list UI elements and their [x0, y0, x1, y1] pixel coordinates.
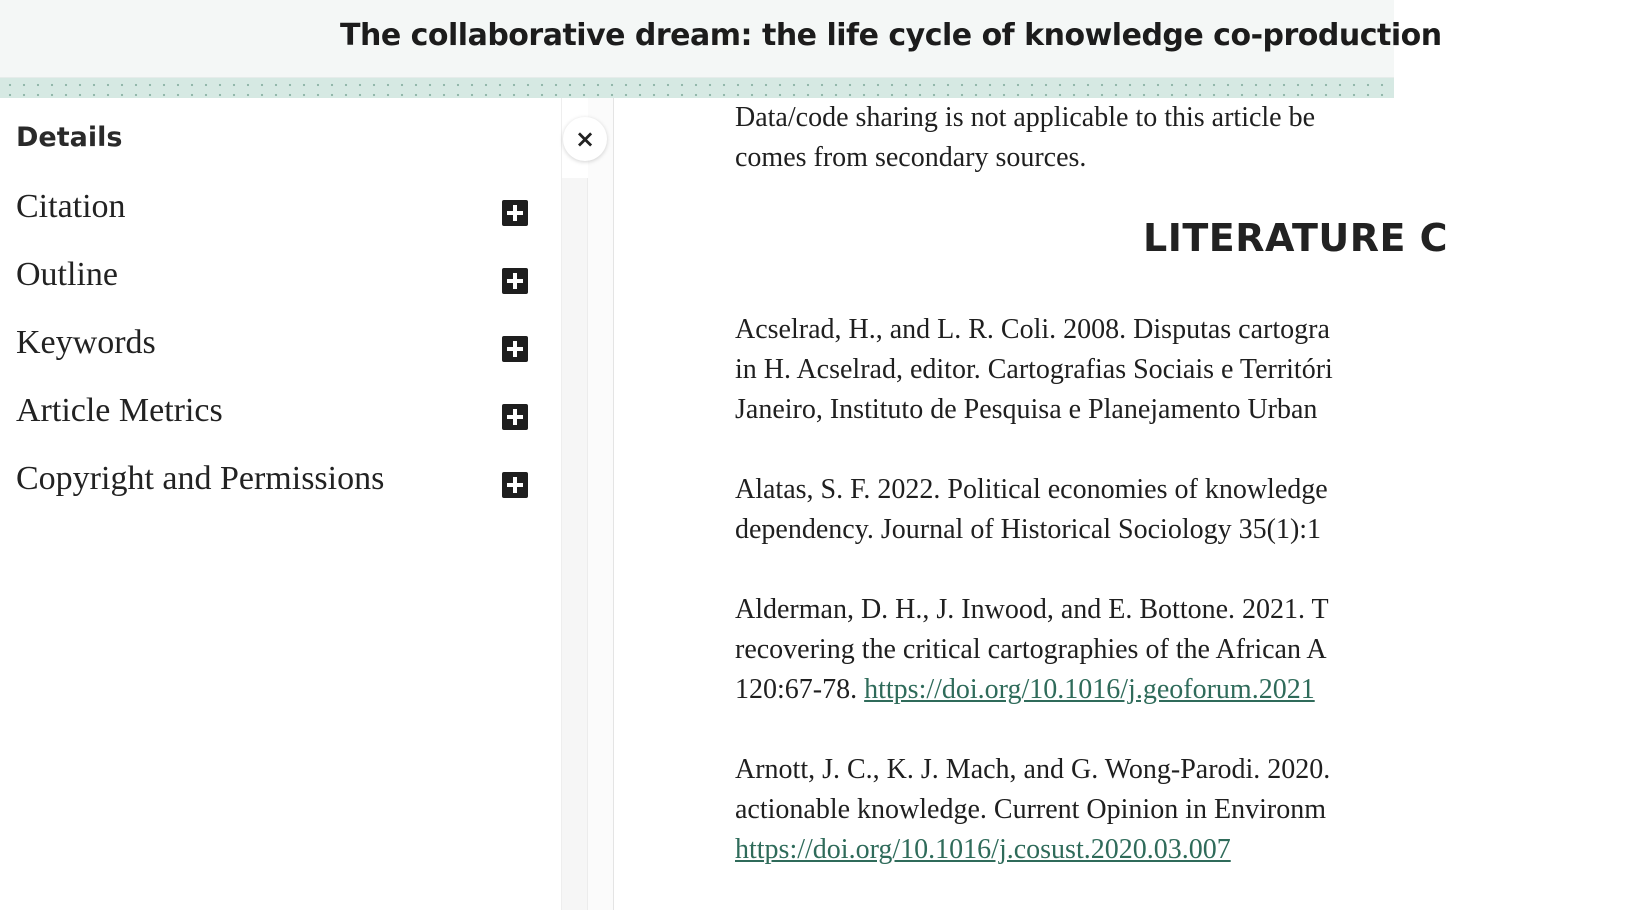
- close-sidebar-button[interactable]: [563, 117, 607, 161]
- reference-line: Alatas, S. F. 2022. Political economies of knowledge: [735, 474, 1328, 505]
- sidebar-item-label: Outline: [16, 256, 118, 293]
- sidebar-item-copyright-and-permissions[interactable]: [0, 458, 560, 526]
- sidebar-item-label: Copyright and Permissions: [16, 460, 385, 497]
- data-statement-line: comes from secondary sources.: [735, 142, 1087, 173]
- decorative-dot-band: [0, 78, 1394, 98]
- reference-line: [735, 670, 1329, 710]
- reference-item: [735, 470, 1328, 550]
- plus-square-icon[interactable]: [502, 404, 528, 430]
- data-statement: [735, 98, 1315, 178]
- section-heading: LITERATURE C: [1143, 216, 1449, 260]
- plus-square-icon[interactable]: [502, 268, 528, 294]
- details-title: Details: [16, 122, 123, 153]
- sidebar-item-article-metrics[interactable]: [0, 390, 560, 458]
- reference-line: actionable knowledge. Current Opinion in Environm: [735, 794, 1326, 825]
- sidebar-item-outline[interactable]: [0, 254, 560, 322]
- article-title: The collaborative dream: the life cycle of knowledge co-production: [340, 18, 1442, 53]
- plus-square-icon[interactable]: [502, 472, 528, 498]
- doi-link[interactable]: https://doi.org/10.1016/j.cosust.2020.03.007: [735, 834, 1231, 865]
- plus-square-icon[interactable]: [502, 336, 528, 362]
- sidebar-item-citation[interactable]: [0, 186, 560, 254]
- reference-item: [735, 310, 1333, 430]
- sidebar-item-label: Citation: [16, 188, 126, 225]
- sidebar-item-keywords[interactable]: [0, 322, 560, 390]
- details-sidebar: [0, 98, 562, 910]
- reference-line: Arnott, J. C., K. J. Mach, and G. Wong-Parodi. 2020.: [735, 754, 1331, 785]
- sidebar-item-label: Article Metrics: [16, 392, 223, 429]
- sidebar-list: [0, 186, 560, 526]
- reference-line: Janeiro, Instituto de Pesquisa e Planejamento Urban: [735, 394, 1318, 425]
- close-icon: ×: [574, 125, 596, 153]
- reference-item: [735, 590, 1329, 710]
- data-statement-line: Data/code sharing is not applicable to this article be: [735, 102, 1316, 133]
- reference-item: [735, 750, 1330, 870]
- article-body: [615, 98, 1449, 910]
- sidebar-scrollbar[interactable]: [562, 178, 588, 910]
- reference-line: [735, 830, 1330, 870]
- article-header: [0, 0, 1442, 78]
- reference-line: Alderman, D. H., J. Inwood, and E. Bottone. 2021. T: [735, 594, 1329, 625]
- sidebar-divider: [588, 98, 614, 910]
- reference-line: recovering the critical cartographies of the African A: [735, 634, 1327, 665]
- reference-line: in H. Acselrad, editor. Cartografias Sociais e Territóri: [735, 354, 1333, 385]
- reference-line: dependency. Journal of Historical Sociology 35(1):1: [735, 514, 1322, 545]
- doi-link[interactable]: https://doi.org/10.1016/j.geoforum.2021: [864, 674, 1315, 705]
- plus-square-icon[interactable]: [502, 200, 528, 226]
- sidebar-item-label: Keywords: [16, 324, 156, 361]
- reference-line-prefix: 120:67-78.: [735, 674, 865, 705]
- reference-line: Acselrad, H., and L. R. Coli. 2008. Disputas cartogra: [735, 314, 1330, 345]
